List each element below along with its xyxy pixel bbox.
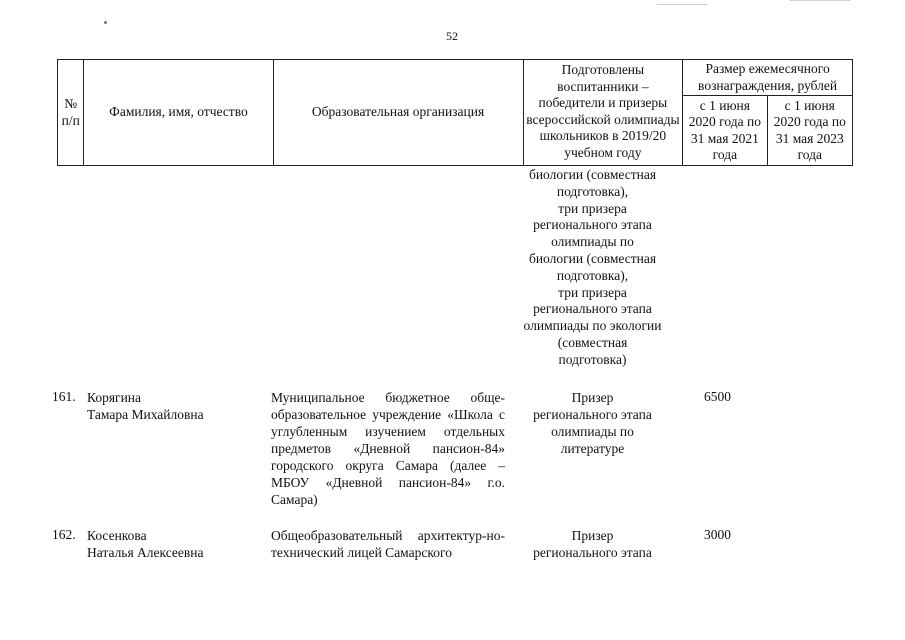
row-surname: Корягина: [87, 390, 142, 405]
row-amount: 6500: [704, 389, 731, 404]
row-olympiad-line: олимпиады по: [551, 424, 634, 439]
header-period-2: с 1 июня 2020 года по 31 мая 2023 года: [767, 96, 852, 166]
row-organization: Общеобразовательный архитектур-но-технический лицей Самарского: [271, 528, 505, 560]
row-olympiad: [511, 527, 674, 561]
table-header: [57, 59, 853, 166]
continuation-line: подготовка),: [556, 267, 629, 283]
row-organization: Муниципальное бюджетное обще-образовательное учреждение «Школа с углубленным изучением отдельных предметов «Дневной пансион-84» городского округа Самара (далее – МБОУ «Дневной пансион-84» г.о. Самара): [271, 390, 505, 507]
row-amount: 3000: [704, 527, 731, 542]
header-period-1: с 1 июня 2020 года по 31 мая 2021 года: [683, 96, 767, 166]
header-name: Фамилия, имя, отчество: [84, 60, 273, 166]
row-olympiad-line: регионального этапа: [533, 545, 652, 560]
header-num: № п/п: [58, 60, 84, 166]
continuation-line: олимпиады по: [551, 234, 634, 250]
continuation-line: регионального этапа: [533, 217, 652, 233]
row-name: [87, 527, 267, 561]
row-olympiad-line: литературе: [560, 441, 625, 456]
continuation-line: биологии (совместная: [528, 167, 657, 182]
scan-mark-line: [790, 0, 850, 1]
row-olympiad-line: регионального этапа: [533, 407, 652, 422]
header-olympiad: Подготовлены воспитанники – победители и призеры всероссийской олимпиады школьников в 2019/20 учебном году: [523, 60, 683, 166]
row-number: 162.: [52, 527, 76, 542]
continuation-line: подготовка): [558, 351, 627, 367]
row-number: 161.: [52, 389, 76, 404]
header-org: Образовательная организация: [273, 60, 523, 166]
continuation-line: биологии (совместная: [528, 250, 657, 266]
header-award-group: Размер ежемесячного вознаграждения, рублей: [683, 60, 853, 96]
scan-speck: [104, 21, 107, 24]
continuation-text: [511, 167, 674, 369]
continuation-line: (совместная: [557, 334, 628, 350]
continuation-line: подготовка),: [556, 183, 629, 199]
row-olympiad-line: Призер: [571, 390, 614, 405]
continuation-line: регионального этапа: [533, 301, 652, 317]
row-given-names: Тамара Михайловна: [87, 407, 204, 422]
continuation-line: олимпиады по экологии: [523, 318, 662, 334]
page-number: 52: [446, 29, 458, 43]
continuation-line: три призера: [558, 200, 627, 216]
row-olympiad-line: Призер: [571, 528, 614, 543]
row-name: [87, 389, 267, 423]
row-surname: Косенкова: [87, 528, 147, 543]
continuation-line: три призера: [558, 284, 627, 300]
row-given-names: Наталья Алексеевна: [87, 545, 204, 560]
scan-mark-line: [657, 4, 707, 5]
row-olympiad: [511, 389, 674, 457]
